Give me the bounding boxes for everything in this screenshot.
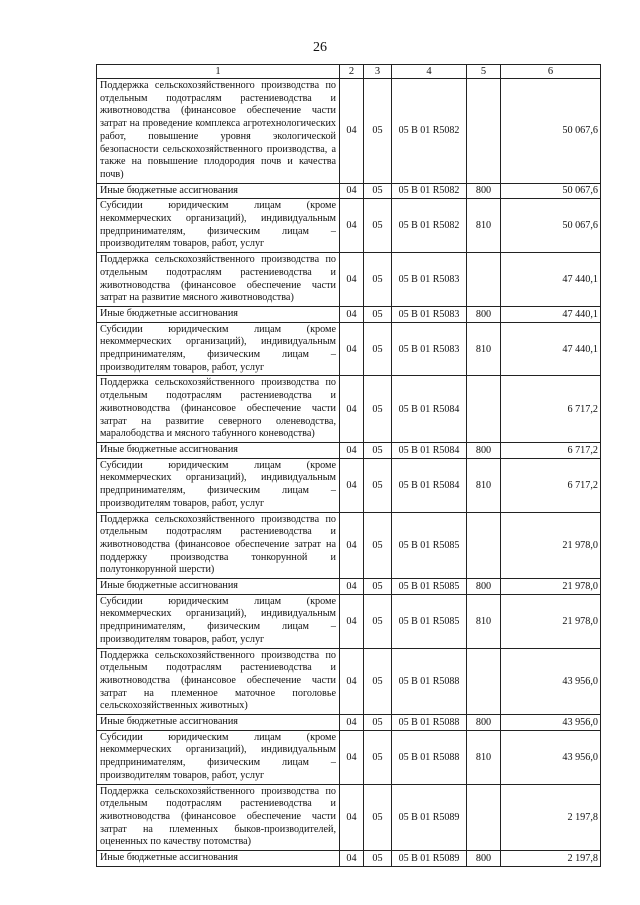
row-subsection-code: 05	[364, 442, 392, 458]
row-section-code: 04	[340, 715, 364, 731]
row-subsection-code: 05	[364, 579, 392, 595]
row-expense-type-code: 810	[467, 594, 501, 648]
row-subsection-code: 05	[364, 199, 392, 253]
row-subsection-code: 05	[364, 851, 392, 867]
table-row	[97, 512, 601, 579]
row-subsection-code: 05	[364, 79, 392, 184]
row-amount: 47 440,1	[501, 253, 601, 307]
budget-table	[96, 64, 601, 867]
table-row	[97, 306, 601, 322]
row-amount: 43 956,0	[501, 730, 601, 784]
row-description: Поддержка сельскохозяйственного производства по отдельным подотраслям растениеводства и животноводства (финансовое обеспечение затрат на поддержку производства тонкорунной и полутонкорунной шерсти)	[97, 512, 340, 579]
row-amount: 50 067,6	[501, 199, 601, 253]
row-target-article-code: 05 В 01 R5085	[392, 579, 467, 595]
row-target-article-code: 05 В 01 R5085	[392, 512, 467, 579]
row-target-article-code: 05 В 01 R5088	[392, 730, 467, 784]
header-row	[97, 65, 601, 79]
table-row	[97, 458, 601, 512]
row-amount: 2 197,8	[501, 851, 601, 867]
row-target-article-code: 05 В 01 R5083	[392, 253, 467, 307]
row-amount: 2 197,8	[501, 784, 601, 851]
row-expense-type-code: 800	[467, 715, 501, 731]
row-section-code: 04	[340, 199, 364, 253]
table-row	[97, 579, 601, 595]
table-row	[97, 715, 601, 731]
row-subsection-code: 05	[364, 376, 392, 443]
row-target-article-code: 05 В 01 R5084	[392, 376, 467, 443]
table-row	[97, 730, 601, 784]
row-description: Поддержка сельскохозяйственного производства по отдельным подотраслям растениеводства и животноводства (финансовое обеспечение части затрат на развитие северного оленеводства, маралободства и мясного табунного коневодства)	[97, 376, 340, 443]
row-target-article-code: 05 В 01 R5084	[392, 442, 467, 458]
row-target-article-code: 05 В 01 R5085	[392, 594, 467, 648]
header-col-3: 3	[364, 65, 392, 79]
row-section-code: 04	[340, 442, 364, 458]
row-target-article-code: 05 В 01 R5084	[392, 458, 467, 512]
row-expense-type-code: 800	[467, 851, 501, 867]
row-description: Субсидии юридическим лицам (кроме некоммерческих организаций), индивидуальным предпринимателям, физическим лицам – производителям товаров, работ, услуг	[97, 594, 340, 648]
row-section-code: 04	[340, 730, 364, 784]
row-subsection-code: 05	[364, 594, 392, 648]
row-section-code: 04	[340, 306, 364, 322]
row-section-code: 04	[340, 253, 364, 307]
header-col-2: 2	[340, 65, 364, 79]
header-col-4: 4	[392, 65, 467, 79]
table-row	[97, 79, 601, 184]
row-expense-type-code: 800	[467, 183, 501, 199]
row-subsection-code: 05	[364, 512, 392, 579]
row-section-code: 04	[340, 376, 364, 443]
table-row	[97, 183, 601, 199]
table-row	[97, 784, 601, 851]
table-row	[97, 199, 601, 253]
header-col-5: 5	[467, 65, 501, 79]
row-section-code: 04	[340, 79, 364, 184]
header-col-1: 1	[97, 65, 340, 79]
row-section-code: 04	[340, 512, 364, 579]
row-subsection-code: 05	[364, 648, 392, 715]
page-number: 26	[313, 40, 327, 55]
header-col-6: 6	[501, 65, 601, 79]
row-expense-type-code	[467, 784, 501, 851]
row-description: Иные бюджетные ассигнования	[97, 442, 340, 458]
row-description: Субсидии юридическим лицам (кроме некоммерческих организаций), индивидуальным предпринимателям, физическим лицам – производителям товаров, работ, услуг	[97, 730, 340, 784]
row-section-code: 04	[340, 183, 364, 199]
row-subsection-code: 05	[364, 458, 392, 512]
row-section-code: 04	[340, 594, 364, 648]
row-target-article-code: 05 В 01 R5089	[392, 851, 467, 867]
table-row	[97, 851, 601, 867]
row-target-article-code: 05 В 01 R5082	[392, 79, 467, 184]
row-amount: 47 440,1	[501, 322, 601, 376]
table-body	[97, 79, 601, 867]
row-description: Субсидии юридическим лицам (кроме некоммерческих организаций), индивидуальным предпринимателям, физическим лицам – производителям товаров, работ, услуг	[97, 322, 340, 376]
row-description: Поддержка сельскохозяйственного производства по отдельным подотраслям растениеводства и животноводства (финансовое обеспечение части затрат на племенное маточное поголовье сельскохозяйственных животных)	[97, 648, 340, 715]
row-expense-type-code	[467, 648, 501, 715]
row-description: Субсидии юридическим лицам (кроме некоммерческих организаций), индивидуальным предпринимателям, физическим лицам – производителям товаров, работ, услуг	[97, 458, 340, 512]
row-expense-type-code: 810	[467, 730, 501, 784]
row-description: Поддержка сельскохозяйственного производства по отдельным подотраслям растениеводства и животноводства (финансовое обеспечение части затрат на племенных быков-производителей, оцененных по качеству потомства)	[97, 784, 340, 851]
row-target-article-code: 05 В 01 R5083	[392, 322, 467, 376]
row-description: Иные бюджетные ассигнования	[97, 306, 340, 322]
row-target-article-code: 05 В 01 R5082	[392, 199, 467, 253]
table-row	[97, 594, 601, 648]
row-amount: 6 717,2	[501, 458, 601, 512]
row-target-article-code: 05 В 01 R5082	[392, 183, 467, 199]
row-amount: 50 067,6	[501, 79, 601, 184]
row-expense-type-code: 810	[467, 199, 501, 253]
row-target-article-code: 05 В 01 R5088	[392, 715, 467, 731]
row-description: Иные бюджетные ассигнования	[97, 579, 340, 595]
row-expense-type-code	[467, 79, 501, 184]
row-section-code: 04	[340, 784, 364, 851]
row-subsection-code: 05	[364, 322, 392, 376]
row-expense-type-code: 800	[467, 306, 501, 322]
row-target-article-code: 05 В 01 R5083	[392, 306, 467, 322]
row-section-code: 04	[340, 579, 364, 595]
row-description: Иные бюджетные ассигнования	[97, 715, 340, 731]
row-amount: 50 067,6	[501, 183, 601, 199]
row-expense-type-code: 810	[467, 458, 501, 512]
row-section-code: 04	[340, 458, 364, 512]
table-row	[97, 442, 601, 458]
row-subsection-code: 05	[364, 306, 392, 322]
row-subsection-code: 05	[364, 784, 392, 851]
row-amount: 21 978,0	[501, 594, 601, 648]
row-expense-type-code: 800	[467, 442, 501, 458]
row-amount: 6 717,2	[501, 376, 601, 443]
row-expense-type-code: 800	[467, 579, 501, 595]
row-subsection-code: 05	[364, 183, 392, 199]
row-expense-type-code	[467, 376, 501, 443]
row-section-code: 04	[340, 851, 364, 867]
row-description: Иные бюджетные ассигнования	[97, 851, 340, 867]
row-expense-type-code	[467, 253, 501, 307]
table-row	[97, 376, 601, 443]
table-row	[97, 322, 601, 376]
row-expense-type-code: 810	[467, 322, 501, 376]
row-amount: 6 717,2	[501, 442, 601, 458]
row-description: Субсидии юридическим лицам (кроме некоммерческих организаций), индивидуальным предпринимателям, физическим лицам – производителям товаров, работ, услуг	[97, 199, 340, 253]
table-row	[97, 253, 601, 307]
row-section-code: 04	[340, 648, 364, 715]
row-subsection-code: 05	[364, 730, 392, 784]
row-description: Поддержка сельскохозяйственного производства по отдельным подотраслям растениеводства и животноводства (финансовое обеспечение части затрат на проведение комплекса агротехнологических работ, повышение уровня экологической безопасности сельскохозяйственного производства, а также на повышение плодородия почв и качества почв)	[97, 79, 340, 184]
row-subsection-code: 05	[364, 253, 392, 307]
row-amount: 43 956,0	[501, 715, 601, 731]
row-subsection-code: 05	[364, 715, 392, 731]
row-target-article-code: 05 В 01 R5088	[392, 648, 467, 715]
row-section-code: 04	[340, 322, 364, 376]
table-row	[97, 648, 601, 715]
row-amount: 21 978,0	[501, 512, 601, 579]
row-target-article-code: 05 В 01 R5089	[392, 784, 467, 851]
row-amount: 43 956,0	[501, 648, 601, 715]
row-expense-type-code	[467, 512, 501, 579]
row-amount: 47 440,1	[501, 306, 601, 322]
row-amount: 21 978,0	[501, 579, 601, 595]
row-description: Поддержка сельскохозяйственного производства по отдельным подотраслям растениеводства и животноводства (финансовое обеспечение части затрат на развитие мясного животноводства)	[97, 253, 340, 307]
row-description: Иные бюджетные ассигнования	[97, 183, 340, 199]
